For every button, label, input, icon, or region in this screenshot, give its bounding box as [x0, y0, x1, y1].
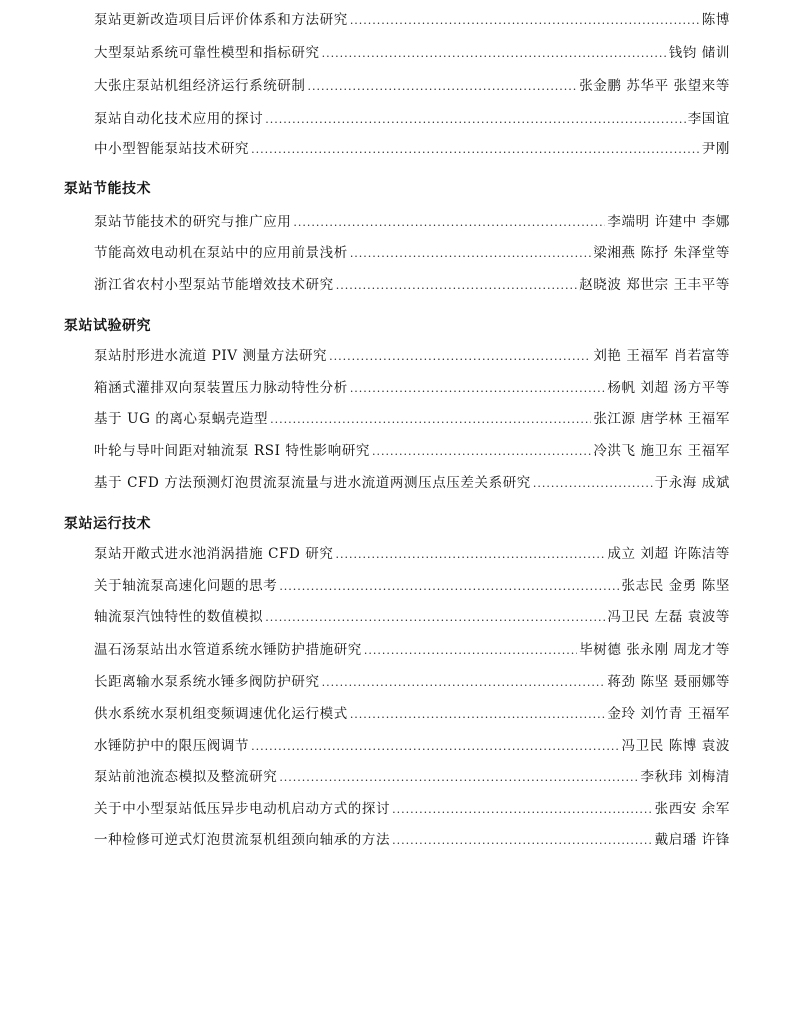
- dot-leader: [322, 672, 606, 694]
- dot-leader: [329, 346, 591, 368]
- toc-entry: [94, 242, 730, 264]
- entry-title: 轴流泵汽蚀特性的数值模拟: [94, 609, 264, 625]
- toc-entry: [94, 671, 730, 693]
- toc-entry: [94, 703, 730, 725]
- dot-leader: [265, 109, 685, 131]
- entry-title: 浙江省农村小型泵站节能增效技术研究: [94, 277, 334, 293]
- entry-title: 节能高效电动机在泵站中的应用前景浅析: [94, 245, 348, 261]
- dot-leader: [364, 640, 577, 662]
- toc-entry: [94, 75, 730, 97]
- entry-authors: 尹刚: [701, 141, 730, 157]
- toc-entry: [94, 606, 730, 628]
- toc-entry: [94, 138, 730, 160]
- entry-authors: 李秋玮 刘梅清: [640, 769, 730, 785]
- dot-leader: [279, 767, 638, 789]
- toc-entry: [94, 798, 730, 820]
- entry-authors: 梁湘燕 陈抒 朱泽堂等: [593, 245, 730, 261]
- dot-leader: [270, 409, 591, 431]
- entry-authors: 钱钧 储训: [668, 45, 730, 61]
- entry-authors: 冯卫民 左磊 袁波等: [607, 609, 730, 625]
- dot-leader: [322, 43, 667, 65]
- dot-leader: [350, 378, 606, 400]
- toc-entry: [94, 408, 730, 430]
- entry-title: 基于 UG 的离心泵蜗壳造型: [94, 411, 269, 427]
- dot-leader: [265, 607, 605, 629]
- entry-authors: 金玲 刘竹青 王福军: [607, 706, 730, 722]
- toc-entry: [94, 829, 730, 851]
- entry-authors: 冷洪飞 施卫东 王福军: [593, 443, 730, 459]
- dot-leader: [392, 830, 652, 852]
- dot-leader: [350, 704, 606, 726]
- dot-leader: [251, 139, 700, 161]
- dot-leader: [392, 799, 652, 821]
- entry-title: 泵站前池流态模拟及整流研究: [94, 769, 278, 785]
- entry-title: 泵站更新改造项目后评价体系和方法研究: [94, 12, 348, 28]
- toc-entry: [94, 274, 730, 296]
- entry-authors: 李国谊: [687, 111, 730, 127]
- entry-title: 箱涵式灌排双向泵装置压力脉动特性分析: [94, 380, 348, 396]
- entry-authors: 杨帆 刘超 汤方平等: [607, 380, 730, 396]
- toc-entry: [94, 108, 730, 130]
- entry-authors: 李端明 许建中 李娜: [607, 214, 730, 230]
- toc-entry: [94, 735, 730, 757]
- entry-authors: 于永海 成斌: [654, 475, 730, 491]
- entry-title: 水锤防护中的限压阀调节: [94, 738, 250, 754]
- toc-entry: [94, 42, 730, 64]
- toc-entry: [94, 9, 730, 31]
- toc-entry: [94, 766, 730, 788]
- dot-leader: [336, 275, 578, 297]
- entry-title: 叶轮与导叶间距对轴流泵 RSI 特性影响研究: [94, 443, 371, 459]
- toc-entry: [94, 377, 730, 399]
- entry-authors: 陈博: [701, 12, 730, 28]
- dot-leader: [279, 576, 619, 598]
- entry-title: 泵站肘形进水流道 PIV 测量方法研究: [94, 348, 328, 364]
- toc-entry: [94, 211, 730, 233]
- entry-title: 长距离输水泵系统水锤多阀防护研究: [94, 674, 320, 690]
- entry-authors: 蒋劲 陈坚 聂丽娜等: [607, 674, 730, 690]
- entry-title: 泵站开敞式进水池消涡措施 CFD 研究: [94, 546, 334, 562]
- entry-title: 供水系统水泵机组变频调速优化运行模式: [94, 706, 348, 722]
- entry-title: 泵站自动化技术应用的探讨: [94, 111, 264, 127]
- entry-authors: 张志民 金勇 陈坚: [621, 578, 730, 594]
- dot-leader: [336, 544, 606, 566]
- entry-authors: 张西安 余军: [654, 801, 730, 817]
- entry-title: 关于轴流泵高速化问题的思考: [94, 578, 278, 594]
- toc-entry: [94, 639, 730, 661]
- entry-title: 温石汤泵站出水管道系统水锤防护措施研究: [94, 642, 362, 658]
- entry-title: 一种检修可逆式灯泡贯流泵机组颈向轴承的方法: [94, 832, 391, 848]
- toc-entry: [94, 345, 730, 367]
- dot-leader: [308, 76, 578, 98]
- toc-entry: [94, 575, 730, 597]
- dot-leader: [372, 441, 591, 463]
- dot-leader: [533, 473, 653, 495]
- dot-leader: [350, 243, 592, 265]
- entry-title: 基于 CFD 方法预测灯泡贯流泵流量与进水流道两测压点压差关系研究: [94, 475, 531, 491]
- entry-authors: 成立 刘超 许陈洁等: [607, 546, 730, 562]
- entry-authors: 刘艳 王福军 肖若富等: [593, 348, 730, 364]
- toc-entry: [94, 472, 730, 494]
- dot-leader: [350, 10, 700, 32]
- entry-authors: 毕树德 张永刚 周龙才等: [579, 642, 730, 658]
- toc-entry: [94, 543, 730, 565]
- entry-title: 泵站节能技术的研究与推广应用: [94, 214, 292, 230]
- entry-title: 关于中小型泵站低压异步电动机启动方式的探讨: [94, 801, 391, 817]
- entry-authors: 张金鹏 苏华平 张望来等: [579, 78, 730, 94]
- entry-authors: 戴启璠 许锋: [654, 832, 730, 848]
- entry-title: 大张庄泵站机组经济运行系统研制: [94, 78, 306, 94]
- entry-title: 大型泵站系统可靠性模型和指标研究: [94, 45, 320, 61]
- section-heading: 泵站试验研究: [64, 318, 151, 334]
- entry-authors: 赵晓波 郑世宗 王丰平等: [579, 277, 730, 293]
- section-heading: 泵站节能技术: [64, 181, 151, 197]
- dot-leader: [293, 212, 605, 234]
- entry-title: 中小型智能泵站技术研究: [94, 141, 250, 157]
- section-heading: 泵站运行技术: [64, 516, 151, 532]
- entry-authors: 张江源 唐学林 王福军: [593, 411, 730, 427]
- dot-leader: [251, 736, 619, 758]
- toc-entry: [94, 440, 730, 462]
- entry-authors: 冯卫民 陈博 袁波: [621, 738, 730, 754]
